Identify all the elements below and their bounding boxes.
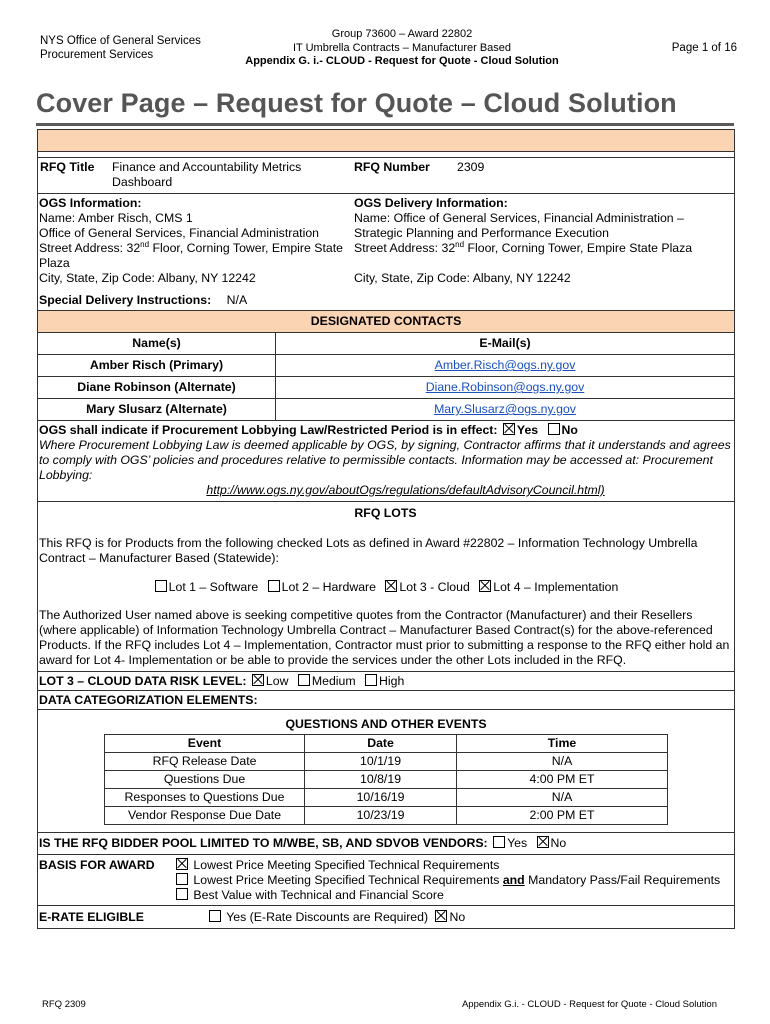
events-table bbox=[104, 734, 668, 825]
special-delivery-label: Special Delivery Instructions: bbox=[39, 293, 212, 307]
info-row bbox=[38, 194, 735, 311]
risk-medium-label: Medium bbox=[311, 674, 356, 688]
lot-1-checkbox[interactable] bbox=[155, 580, 167, 592]
event-name: RFQ Release Date bbox=[105, 753, 305, 771]
events-row bbox=[105, 753, 668, 771]
lobbying-no-label: No bbox=[561, 423, 578, 437]
event-time: N/A bbox=[457, 753, 668, 771]
ogs-information bbox=[39, 196, 354, 286]
street-sup: nd bbox=[140, 239, 150, 249]
risk-low-label: Low bbox=[265, 674, 289, 688]
events-col-date: Date bbox=[305, 735, 457, 753]
events-col-time: Time bbox=[457, 735, 668, 753]
risk-level-row bbox=[38, 672, 735, 691]
events-heading: QUESTIONS AND OTHER EVENTS bbox=[285, 717, 487, 731]
rfq-title-row bbox=[38, 158, 735, 194]
contacts-heading: DESIGNATED CONTACTS bbox=[38, 311, 735, 333]
event-date: 10/23/19 bbox=[305, 807, 457, 825]
ogs-info-heading: OGS Information: bbox=[39, 196, 142, 210]
street-suffix: Floor, Corning Tower, Empire State Plaza bbox=[39, 241, 343, 270]
basis-option-1-checkbox[interactable] bbox=[176, 858, 188, 870]
ogs-info-name: Name: Amber Risch, CMS 1 bbox=[39, 211, 193, 225]
events-row bbox=[105, 789, 668, 807]
street-suffix: Floor, Corning Tower, Empire State Plaza bbox=[464, 241, 693, 255]
basis-option-2-label: Lowest Price Meeting Specified Technical Requirements bbox=[193, 873, 503, 887]
basis-option-2-checkbox[interactable] bbox=[176, 873, 188, 885]
org-line-2: Procurement Services bbox=[40, 49, 154, 61]
contact-row bbox=[38, 355, 735, 377]
delivery-name-2: Strategic Planning and Performance Execution bbox=[354, 226, 609, 240]
lot-4-label: Lot 4 – Implementation bbox=[493, 580, 619, 594]
basis-for-award-row bbox=[38, 855, 735, 906]
title-rule bbox=[36, 123, 734, 126]
basis-option-2 bbox=[174, 873, 732, 888]
lot-3-checkbox[interactable] bbox=[385, 580, 397, 592]
contact-name: Mary Slusarz (Alternate) bbox=[38, 399, 276, 421]
rfq-form bbox=[37, 129, 735, 929]
risk-high-checkbox[interactable] bbox=[365, 674, 377, 686]
contact-email-link[interactable]: Diane.Robinson@ogs.ny.gov bbox=[425, 380, 585, 394]
rfq-title-label: RFQ Title bbox=[40, 160, 95, 174]
contact-email-cell bbox=[276, 377, 735, 399]
bidder-pool-no-label: No bbox=[550, 836, 567, 850]
delivery-city: City, State, Zip Code: Albany, NY 12242 bbox=[354, 271, 571, 285]
contact-name: Diane Robinson (Alternate) bbox=[38, 377, 276, 399]
rfq-number-label: RFQ Number bbox=[354, 160, 430, 174]
street-prefix: Street Address: 32 bbox=[39, 241, 141, 255]
event-time: 2:00 PM ET bbox=[457, 807, 668, 825]
erate-yes-label: Yes (E-Rate Discounts are Required) bbox=[226, 910, 429, 924]
erate-no-label: No bbox=[449, 910, 466, 924]
basis-option-1-label: Lowest Price Meeting Specified Technical Requirements bbox=[193, 858, 500, 872]
contacts-col-names: Name(s) bbox=[38, 333, 276, 355]
lot-1-label: Lot 1 – Software bbox=[168, 580, 259, 594]
erate-row bbox=[38, 906, 735, 929]
org-line-1: NYS Office of General Services bbox=[40, 35, 201, 47]
ogs-info-city: City, State, Zip Code: Albany, NY 12242 bbox=[39, 271, 256, 285]
basis-option-2-and: and bbox=[502, 873, 525, 887]
lots-intro: This RFQ is for Products from the following checked Lots as defined in Award #22802 – Information Technology Umbrella Contract – Manufacturer Based (Statewide): bbox=[39, 536, 698, 565]
contact-row bbox=[38, 377, 735, 399]
data-categorization-row: DATA CATEGORIZATION ELEMENTS: bbox=[38, 691, 735, 710]
orange-header-band bbox=[38, 130, 735, 152]
erate-no-checkbox[interactable] bbox=[435, 910, 447, 922]
basis-option-3 bbox=[174, 888, 732, 903]
contact-email-cell bbox=[276, 399, 735, 421]
risk-medium-checkbox[interactable] bbox=[298, 674, 310, 686]
event-name: Questions Due bbox=[105, 771, 305, 789]
lobbying-question: OGS shall indicate if Procurement Lobbying Law/Restricted Period is in effect: bbox=[39, 423, 498, 437]
contact-email-link[interactable]: Mary.Slusarz@ogs.ny.gov bbox=[434, 402, 576, 416]
event-time: N/A bbox=[457, 789, 668, 807]
erate-options bbox=[207, 910, 465, 925]
contact-name: Amber Risch (Primary) bbox=[38, 355, 276, 377]
delivery-street bbox=[354, 241, 732, 256]
event-date: 10/16/19 bbox=[305, 789, 457, 807]
lobbying-url-line bbox=[39, 483, 732, 498]
ogs-info-office: Office of General Services, Financial Administration bbox=[39, 226, 319, 240]
group-line: Group 73600 – Award 22802 bbox=[331, 28, 473, 40]
contact-email-cell bbox=[276, 355, 735, 377]
bidder-pool-yes-label: Yes bbox=[507, 836, 528, 850]
contract-line: IT Umbrella Contracts – Manufacturer Based bbox=[292, 41, 512, 54]
ogs-delivery-information bbox=[354, 196, 732, 286]
lots-section bbox=[38, 502, 735, 672]
basis-option-1 bbox=[174, 858, 732, 873]
events-row bbox=[105, 807, 668, 825]
lot-2-checkbox[interactable] bbox=[268, 580, 280, 592]
lots-authorized-text: The Authorized User named above is seeking competitive quotes from the Contractor (Manufacturer) and their Resellers (where applicable) of Information Technology Umbrella Contract – Manufacturer Based Contract(s) for the above-referenced Products. If the RFQ includes Lot 4 – Implementation, Contractor must prior to submitting a response to the RFQ either hold an award for Lot 4- Implementation or be able to provide the services under the other Lots included in the RFQ. bbox=[39, 608, 730, 667]
appendix-line: Appendix G. i.- CLOUD - Request for Quote - Cloud Solution bbox=[245, 55, 559, 67]
lot-2-label: Lot 2 – Hardware bbox=[281, 580, 376, 594]
special-delivery bbox=[38, 286, 734, 310]
bidder-pool-yes-checkbox[interactable] bbox=[493, 836, 505, 848]
bidder-pool-row bbox=[38, 833, 735, 855]
header-center bbox=[200, 28, 604, 69]
basis-option-2-suffix: Mandatory Pass/Fail Requirements bbox=[524, 873, 721, 887]
bidder-pool-no-checkbox[interactable] bbox=[537, 836, 549, 848]
events-row bbox=[105, 771, 668, 789]
special-delivery-value: N/A bbox=[226, 293, 248, 307]
lots-heading: RFQ LOTS bbox=[354, 506, 417, 520]
event-name: Responses to Questions Due bbox=[105, 789, 305, 807]
page-number: Page 1 of 16 bbox=[671, 42, 737, 54]
event-date: 10/1/19 bbox=[305, 753, 457, 771]
lobbying-no-checkbox[interactable] bbox=[548, 423, 560, 435]
bidder-pool-question: IS THE RFQ BIDDER POOL LIMITED TO M/WBE, SB, AND SDVOB VENDORS: bbox=[39, 836, 488, 850]
delivery-heading: OGS Delivery Information: bbox=[354, 196, 508, 210]
risk-high-label: High bbox=[379, 674, 405, 688]
street-prefix: Street Address: 32 bbox=[354, 241, 456, 255]
street-sup: nd bbox=[455, 239, 465, 249]
lot-4-checkbox[interactable] bbox=[479, 580, 491, 592]
page-title: Cover Page – Request for Quote – Cloud Solution bbox=[36, 88, 677, 118]
lobbying-yes-label: Yes bbox=[516, 423, 539, 437]
lobbying-section bbox=[38, 421, 735, 502]
basis-option-3-checkbox[interactable] bbox=[176, 888, 188, 900]
basis-label: BASIS FOR AWARD bbox=[39, 858, 155, 872]
erate-yes-checkbox[interactable] bbox=[209, 910, 221, 922]
erate-label: E-RATE ELIGIBLE bbox=[39, 910, 144, 924]
lobbying-text: Where Procurement Lobbying Law is deemed applicable by OGS, by signing, Contractor affirms that it understands and agrees to comply with OGS’ policies and procedures relative to permissible contacts. Information may be accessed at: Procurement Lobbying: bbox=[39, 438, 731, 482]
ogs-info-street bbox=[39, 241, 354, 271]
risk-low-checkbox[interactable] bbox=[252, 674, 264, 686]
contacts-col-emails: E-Mail(s) bbox=[276, 333, 735, 355]
lobbying-question-line bbox=[39, 423, 732, 438]
delivery-name: Name: Office of General Services, Financial Administration – bbox=[354, 211, 684, 225]
basis-option-3-label: Best Value with Technical and Financial Score bbox=[193, 888, 444, 902]
basis-options bbox=[174, 858, 732, 903]
lobbying-url[interactable]: http://www.ogs.ny.gov/aboutOgs/regulations/defaultAdvisoryCouncil.html) bbox=[206, 483, 605, 497]
event-name: Vendor Response Due Date bbox=[105, 807, 305, 825]
org-name bbox=[40, 34, 201, 62]
event-date: 10/8/19 bbox=[305, 771, 457, 789]
contact-email-link[interactable]: Amber.Risch@ogs.ny.gov bbox=[434, 358, 576, 372]
rfq-number-value: 2309 bbox=[457, 160, 485, 174]
events-header-row bbox=[105, 735, 668, 753]
lobbying-yes-checkbox[interactable] bbox=[503, 423, 515, 435]
contact-row bbox=[38, 399, 735, 421]
event-time: 4:00 PM ET bbox=[457, 771, 668, 789]
risk-level-label: LOT 3 – CLOUD DATA RISK LEVEL: bbox=[39, 674, 247, 688]
rfq-title-value: Finance and Accountability Metrics Dashboard bbox=[112, 160, 302, 189]
lots-options bbox=[39, 580, 732, 595]
lot-3-label: Lot 3 - Cloud bbox=[399, 580, 470, 594]
events-col-event: Event bbox=[105, 735, 305, 753]
footer-rfq-number: RFQ 2309 bbox=[42, 999, 86, 1010]
events-section bbox=[38, 710, 735, 833]
footer-appendix: Appendix G.i. - CLOUD - Request for Quote - Cloud Solution bbox=[461, 999, 717, 1010]
